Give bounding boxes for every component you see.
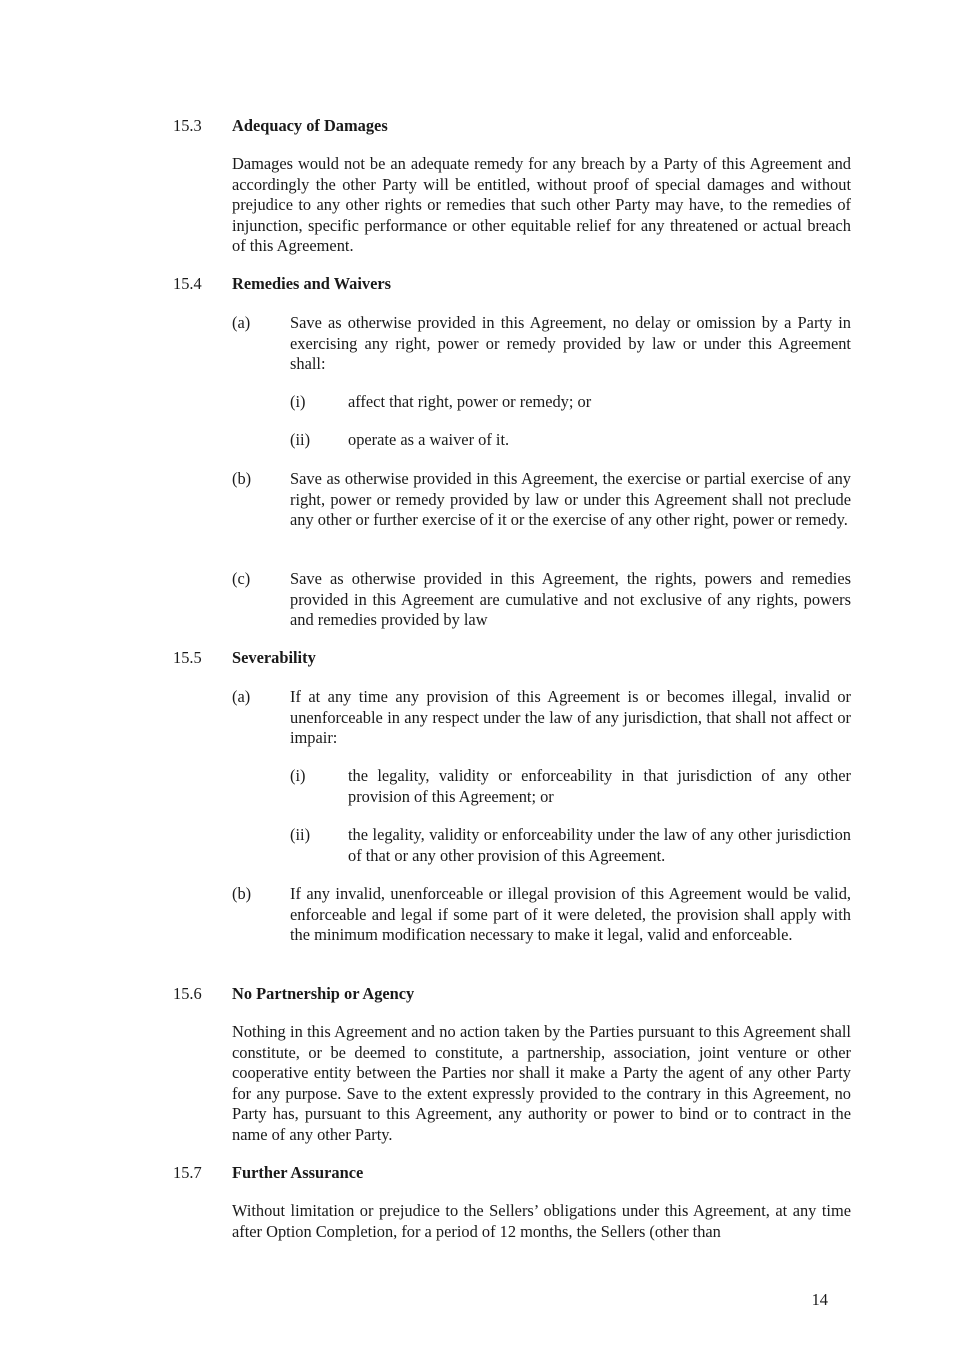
subclause-text: affect that right, power or remedy; or bbox=[348, 392, 592, 411]
section-heading-adequacy-of-damages: Adequacy of Damages bbox=[232, 116, 388, 135]
clause-text: If any invalid, unenforceable or illegal provision of this Agreement would be valid, enforceable and legal if some part of it were deleted, the provision shall apply with the minimum modification necessary to make it legal, valid and enforceable. bbox=[290, 884, 851, 945]
subclause-text: operate as a waiver of it. bbox=[348, 430, 510, 449]
clause-text: Save as otherwise provided in this Agreement, no delay or omission by a Party in exercising any right, power or remedy provided by law or under this Agreement shall: bbox=[290, 313, 851, 374]
subclause-label: (ii) bbox=[290, 430, 311, 449]
section-heading-remedies-and-waivers: Remedies and Waivers bbox=[232, 274, 392, 293]
section-heading-further-assurance: Further Assurance bbox=[232, 1163, 364, 1182]
clause-text: If at any time any provision of this Agreement is or becomes illegal, invalid or unenforceable in any respect under the law of any jurisdiction, that shall not affect or impair: bbox=[290, 687, 851, 748]
subclause-text: the legality, validity or enforceability in that jurisdiction of any other provision of this Agreement; or bbox=[348, 766, 851, 806]
section-body: Damages would not be an adequate remedy for any breach by a Party of this Agreement and accordingly the other Party will be entitled, without proof of special damages and without prejudice to any other rights or remedies that such other Party may have, to the remedies of injunction, specific performance or other equitable relief for any threatened or actual breach of this Agreement. bbox=[232, 154, 851, 256]
section-heading-severability: Severability bbox=[232, 648, 316, 667]
clause-text: Save as otherwise provided in this Agreement, the rights, powers and remedies provided in this Agreement are cumulative and not exclusive of any rights, powers and remedies provided by law bbox=[290, 569, 851, 630]
subclause-label: (i) bbox=[290, 392, 306, 411]
clause-label: (a) bbox=[232, 313, 251, 332]
clause-label: (a) bbox=[232, 687, 251, 706]
clause-text: Save as otherwise provided in this Agreement, the exercise or partial exercise of any right, power or remedy provided by law or under this Agreement shall not preclude any other or further exercise of it or the exercise of any other right, power or remedy. bbox=[290, 469, 851, 530]
section-number: 15.3 bbox=[173, 116, 202, 135]
section-number: 15.5 bbox=[173, 648, 202, 667]
subclause-label: (ii) bbox=[290, 825, 311, 844]
section-number: 15.4 bbox=[173, 274, 202, 293]
clause-label: (c) bbox=[232, 569, 251, 588]
section-number: 15.6 bbox=[173, 984, 202, 1003]
clause-label: (b) bbox=[232, 469, 252, 488]
section-heading-no-partnership-or-agency: No Partnership or Agency bbox=[232, 984, 415, 1003]
section-body: Without limitation or prejudice to the Sellers’ obligations under this Agreement, at any time after Option Completion, for a period of 12 months, the Sellers (other than bbox=[232, 1201, 851, 1241]
section-body: Nothing in this Agreement and no action taken by the Parties pursuant to this Agreement shall constitute, or be deemed to constitute, a partnership, association, joint venture or other cooperative entity between the Parties nor shall it make a Party the agent of any other Party for any purpose. Save to the extent expressly provided to the contrary in this Agreement, no Party has, pursuant to this Agreement, any authority or power to bind or to contract in the name of any other Party. bbox=[232, 1022, 851, 1144]
clause-label: (b) bbox=[232, 884, 252, 903]
subclause-label: (i) bbox=[290, 766, 306, 785]
page-number: 14 bbox=[811, 1290, 828, 1309]
section-number: 15.7 bbox=[173, 1163, 202, 1182]
subclause-text: the legality, validity or enforceability under the law of any other jurisdiction of that or any other provision of this Agreement. bbox=[348, 825, 851, 865]
